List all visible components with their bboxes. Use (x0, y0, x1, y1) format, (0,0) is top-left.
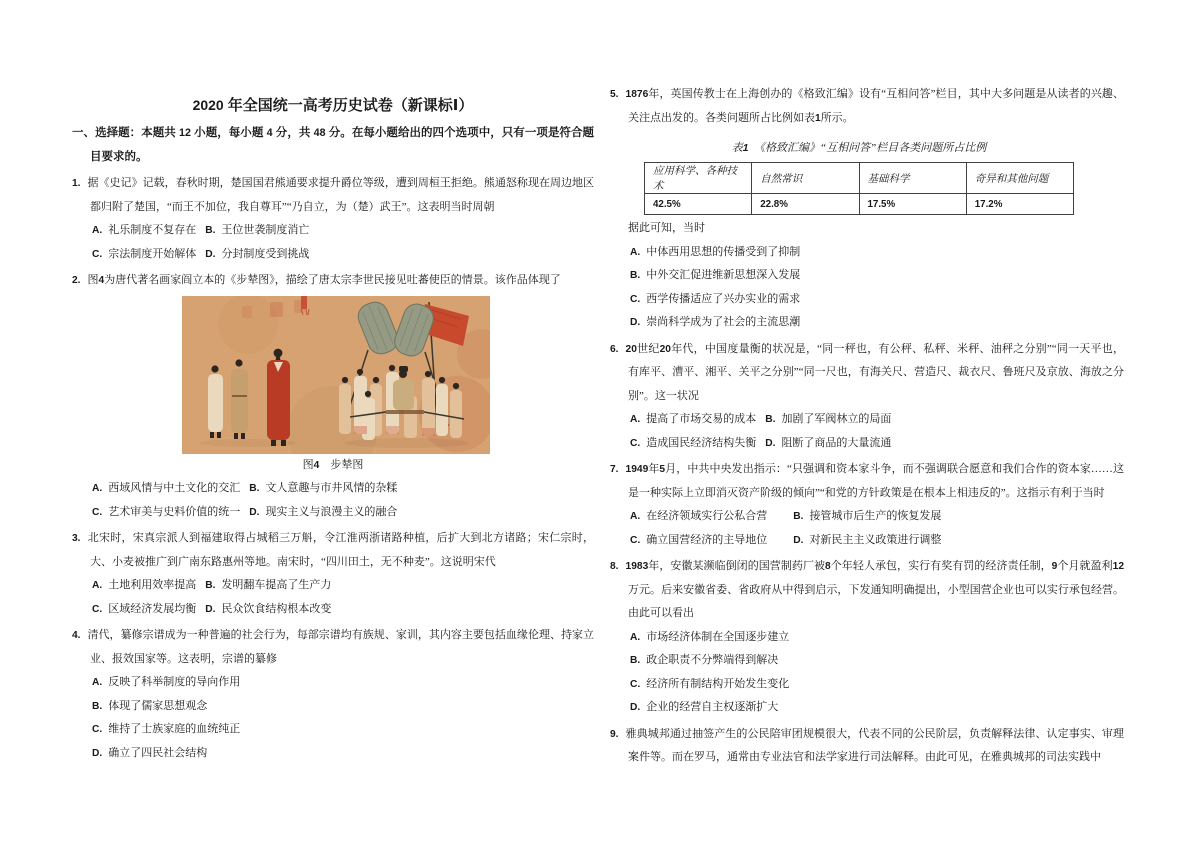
latin-text-run: 1 (742, 143, 749, 154)
latin-text-run: 9 (1051, 561, 1058, 572)
option-text: 市场经济体制在全国逐步建立 (646, 630, 790, 643)
option-label: C. (92, 724, 103, 735)
question-7 (610, 458, 1124, 552)
option-d (630, 701, 778, 713)
latin-text-run: 12 (179, 127, 191, 139)
figure-caption: 图4 步辇图 (302, 458, 364, 471)
latin-text-run: 48 (313, 127, 326, 139)
question-text: 北宋时，宋真宗派人到福建取得占城稻三万斛，令江淮两浙诸路种植，后扩大到北方诸路；宋仁宗时，大、小麦被推广到广南东路惠州等地。南宋时，“四川田土，无不种麦”。这说明宋代 (87, 532, 594, 568)
option-text: 现实主义与浪漫主义的融合 (265, 505, 398, 518)
right-questions-container (610, 83, 1124, 770)
option-label: B. (630, 655, 641, 666)
question-text: 图4为唐代著名画家阎立本的《步辇图》，描绘了唐太宗李世民接见吐蕃使臣的情景。该作品体现了 (87, 274, 561, 286)
question-stem (610, 458, 1124, 505)
option-text: 确立了四民社会结构 (108, 746, 208, 759)
option-a (92, 676, 240, 688)
option-text: 造成国民经济结构失衡 (646, 436, 757, 449)
question-stem (610, 83, 1124, 130)
option-label: A. (630, 511, 641, 522)
option-d (205, 603, 331, 615)
option-label: D. (765, 437, 776, 449)
table-value-cell (752, 194, 859, 215)
option-label: D. (92, 747, 103, 759)
option-text: 企业的经营自主权逐渐扩大 (646, 701, 779, 713)
option-d (630, 316, 800, 328)
option-line (72, 501, 594, 525)
option-a (630, 631, 789, 643)
option-d (793, 534, 941, 546)
question-1 (72, 172, 594, 266)
option-text: 西域风情与中土文化的交汇 (108, 482, 241, 494)
option-label: B. (205, 225, 216, 236)
option-label: C. (630, 293, 641, 305)
question-number: 9. (610, 728, 619, 740)
option-label: B. (765, 414, 776, 425)
option-label: A. (630, 246, 641, 258)
latin-text-run: 2020 (192, 97, 224, 113)
question-stem (72, 269, 594, 293)
question-number: 2. (72, 275, 81, 286)
left-column (72, 93, 594, 765)
option-text: 文人意趣与市井风情的杂糅 (265, 482, 398, 494)
option-b (765, 413, 891, 425)
option-c (92, 603, 196, 615)
table-header-cell: 应用科学、各种技术 (645, 163, 752, 194)
option-c (630, 678, 789, 690)
buniantu-painting-image (182, 296, 490, 454)
option-text: 确立国营经济的主导地位 (646, 533, 768, 546)
question-text: 雅典城邦通过抽签产生的公民陪审团规模很大，代表不同的公民阶层，负责解释法律、认定事实、审理案件等。而在罗马，通常由专业法官和法学家进行司法解释。由此可见，在雅典城邦的司法实践中 (625, 727, 1124, 763)
option-label: A. (630, 414, 641, 425)
option-line (610, 696, 1124, 720)
question-stem (610, 555, 1124, 626)
option-label: A. (630, 631, 641, 643)
table-value-cell (859, 194, 966, 215)
option-line (610, 626, 1124, 650)
latin-text-run: 1949 (625, 464, 649, 475)
option-line (610, 505, 1124, 529)
option-label: B. (249, 483, 260, 494)
question-number: 7. (610, 464, 619, 475)
option-label: B. (793, 511, 804, 522)
question-stem (610, 338, 1124, 409)
post-table-text: 据此可知，当时 (628, 222, 705, 234)
option-a (92, 482, 240, 494)
question-number: 6. (610, 343, 619, 355)
option-line (72, 671, 594, 695)
question-text: 1949年5月，中共中央发出指示：“只强调和资本家斗争，而不强调联合愿意和我们合作的资本家……这是一种实际上立即消灭资产阶级的倾向”“和党的方针政策是在根本上相违反的”。这指示有利于当时 (625, 463, 1124, 499)
latin-text-run: 1876 (625, 89, 649, 100)
scroll-texture (218, 296, 278, 354)
option-line (72, 742, 594, 766)
option-c (92, 248, 196, 260)
latin-text-run: 4 (266, 127, 273, 139)
option-d (249, 506, 397, 518)
option-line (72, 219, 594, 243)
option-text: 土地利用效率提高 (108, 579, 197, 591)
option-line (610, 432, 1124, 456)
option-text: 经济所有制结构开始发生变化 (646, 677, 790, 690)
option-b (793, 510, 941, 522)
option-label: D. (630, 702, 641, 713)
option-a (630, 413, 756, 425)
option-line (610, 264, 1124, 288)
option-text: 在经济领域实行公私合营 (646, 510, 768, 522)
option-a (630, 246, 800, 258)
question-3 (72, 527, 594, 621)
question-number: 5. (610, 89, 619, 100)
option-label: B. (92, 700, 103, 712)
table-value-cell (645, 194, 752, 215)
option-line (610, 673, 1124, 697)
question-stem (72, 624, 594, 671)
option-d (765, 437, 891, 449)
option-text: 中体西用思想的传播受到了抑制 (646, 245, 801, 258)
option-label: A. (92, 225, 103, 236)
option-a (92, 224, 196, 236)
ground-shadow (345, 438, 469, 448)
option-text: 体现了儒家思想观念 (108, 699, 208, 712)
option-c (630, 437, 756, 449)
question-stem (610, 723, 1124, 770)
option-c (92, 506, 240, 518)
option-line (610, 311, 1124, 335)
table-header-cell: 自然常识 (752, 163, 859, 194)
option-line (72, 718, 594, 742)
latin-text-run: 1 (815, 112, 821, 124)
latin-text-run: 5 (659, 464, 666, 475)
option-label: D. (630, 317, 641, 328)
latin-text-run: 22.8% (760, 198, 788, 210)
option-b (630, 269, 800, 281)
right-column (610, 80, 1124, 770)
option-label: C. (630, 437, 641, 449)
question-text: 清代，纂修宗谱成为一种普遍的社会行为，每部宗谱均有族规、家训，其内容主要包括血缘伦理、持家立业、报效国家等。这表明，宗谱的纂修 (87, 629, 594, 665)
question-9 (610, 723, 1124, 770)
option-line (72, 574, 594, 598)
option-b (205, 224, 309, 236)
option-text: 提高了市场交易的成本 (646, 413, 757, 425)
table-header-cell: 奇异和其他问题 (966, 163, 1073, 194)
option-label: B. (205, 580, 216, 591)
question-6 (610, 338, 1124, 456)
latin-text-run: 4 (313, 459, 320, 471)
option-text: 政企职责不分弊端得到解决 (646, 654, 779, 666)
option-line (610, 288, 1124, 312)
question-number: 1. (72, 178, 81, 189)
question-number: 8. (610, 561, 619, 572)
latin-text-run: 8 (825, 561, 831, 572)
option-label: A. (92, 580, 103, 591)
option-text: 宗法制度开始解体 (108, 247, 197, 260)
option-b (630, 654, 778, 666)
option-text: 反映了科举制度的导向作用 (108, 676, 241, 688)
latin-text-run: 20 (625, 343, 637, 355)
option-text: 礼乐制度不复存在 (108, 224, 197, 236)
section-instructions: 一、选择题：本题共 12 小题，每小题 4 分，共 48 分。在每小题给出的四个选项中，只有一项是符合题目要求的。 (72, 127, 594, 163)
option-label: B. (630, 270, 641, 281)
question-2 (72, 269, 594, 524)
latin-text-run: 17.5% (867, 198, 896, 210)
latin-text-run: 4 (98, 275, 105, 286)
table-header-cell: 基础科学 (859, 163, 966, 194)
question-number: 3. (72, 533, 81, 544)
option-b (205, 579, 331, 591)
left-questions-container (72, 172, 594, 765)
option-text: 民众饮食结构根本改变 (221, 602, 332, 615)
latin-text-run: 17.2% (974, 198, 1003, 210)
option-line (72, 695, 594, 719)
option-c (92, 723, 240, 735)
option-line (610, 241, 1124, 265)
question-statistics-table (644, 162, 1074, 215)
option-line (72, 598, 594, 622)
option-text: 阻断了商品的大量流通 (781, 436, 892, 449)
option-text: 王位世袭制度消亡 (221, 224, 310, 236)
question-text: 1876年，英国传教士在上海创办的《格致汇编》设有“互相问答”栏目，其中大多问题是从读者的兴趣、关注点出发的。各类问题所占比例如表1所示。 (625, 88, 1124, 124)
question-stem (72, 527, 594, 574)
question-text: 据《史记》记载，春秋时期，楚国国君熊通要求提升爵位等级，遭到周桓王拒绝。熊通怒称现在周边地区都归附了楚国，“而王不加位，我自尊耳”“乃自立，为（楚）武王”。这表明当时周朝 (87, 177, 594, 213)
question-stem (72, 172, 594, 219)
option-b (92, 700, 207, 712)
option-label: C. (92, 506, 103, 518)
option-text: 分封制度受到挑战 (221, 247, 310, 260)
option-label: D. (205, 603, 216, 615)
latin-text-run: 42.5% (653, 198, 681, 210)
option-label: D. (793, 534, 804, 546)
question-8 (610, 555, 1124, 720)
option-text: 发明翻车提高了生产力 (221, 579, 332, 591)
option-d (92, 747, 207, 759)
option-line (610, 649, 1124, 673)
option-a (92, 579, 196, 591)
latin-text-run: 12 (1112, 561, 1125, 572)
option-label: C. (630, 534, 641, 546)
option-label: D. (249, 506, 260, 518)
option-label: C. (92, 603, 103, 615)
option-c (630, 534, 767, 546)
latin-text-run: 1983 (625, 561, 649, 572)
question-number: 4. (72, 630, 81, 641)
question-text: 20世纪20年代，中国度量衡的状况是，“同一秤也，有公秤、私秤、米秤、油秤之分别”“同一天平也，有库平、漕平、湘平、关平之分别”“同一尺也，有海关尺、营造尺、裁衣尺、鲁班尺及京放、海放之分别”。这一状况 (625, 342, 1124, 402)
option-text: 加剧了军阀林立的局面 (781, 413, 892, 425)
table-value-cell (966, 194, 1073, 215)
option-line (610, 529, 1124, 553)
option-a (630, 510, 767, 522)
option-line (610, 408, 1124, 432)
question-5 (610, 83, 1124, 335)
option-text: 维持了士族家庭的血统纯正 (108, 723, 241, 735)
option-b (249, 482, 397, 494)
option-text: 中外交汇促进维新思想深入发展 (646, 269, 801, 281)
option-c (630, 293, 800, 305)
option-text: 区域经济发展均衡 (108, 602, 197, 615)
table-caption: 表1 《格致汇编》“互相问答”栏目各类问题所占比例 (731, 142, 987, 154)
option-line (72, 477, 594, 501)
option-text: 艺术审美与史料价值的统一 (108, 505, 241, 518)
latin-text-run: 20 (659, 343, 671, 355)
buniantu-painting (182, 296, 490, 454)
option-label: A. (92, 677, 103, 688)
exam-title: 2020 年全国统一高考历史试卷（新课标Ⅰ） (192, 97, 474, 114)
question-4 (72, 624, 594, 765)
option-d (205, 248, 309, 260)
question-text: 1983年，安徽某濒临倒闭的国营制药厂被8个年轻人承包，实行有奖有罚的经济责任制，9个月就盈利12万元。后来安徽省委、省政府从中得到启示，下发通知明确提出，小型国营企业也可以实行承包经营。由此可以看出 (625, 560, 1125, 619)
option-label: D. (205, 248, 216, 260)
option-label: A. (92, 483, 103, 494)
option-text: 对新民主主义政策进行调整 (809, 533, 942, 546)
option-label: C. (92, 248, 103, 260)
option-line (72, 243, 594, 267)
option-label: C. (630, 678, 641, 690)
option-text: 崇尚科学成为了社会的主流思潮 (646, 316, 801, 328)
option-text: 接管城市后生产的恢复发展 (809, 510, 942, 522)
option-text: 西学传播适应了兴办实业的需求 (646, 292, 801, 305)
